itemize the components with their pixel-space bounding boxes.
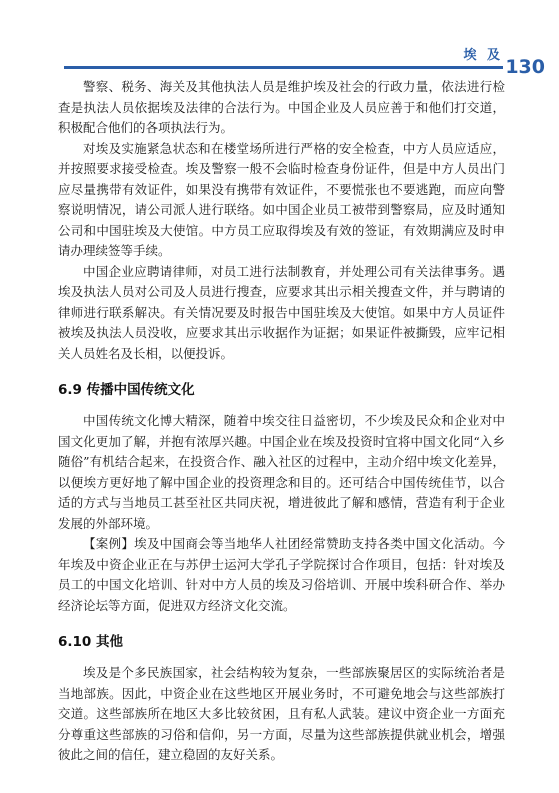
- paragraph: 中国企业应聘请律师，对员工进行法制教育，并处理公司有关法律事务。遇埃及执法人员对公司及人员进行搜查，应要求其出示相关搜查文件，并与聘请的律师进行联系解决。有关情况要及时报告中国驻埃及大使馆。如果中方人员证件被埃及执法人员没收，应要求其出示收据作为证据；如果证件被撕毁，应牢记相关人员姓名及长相，以便投诉。: [58, 263, 505, 361]
- header-rule: [64, 66, 504, 69]
- section-heading-6-10: 6.10 其他: [58, 634, 124, 650]
- paragraph: 警察、税务、海关及其他执法人员是维护埃及社会的行政力量，依法进行检查是执法人员依据埃及法律的合法行为。中国企业及人员应善于和他们打交道，积极配合他们的各项执法行为。: [58, 79, 505, 135]
- section-heading-6-9: 6.9 传播中国传统文化: [58, 382, 195, 398]
- paragraph: 中国传统文化博大精深，随着中埃交往日益密切，不少埃及民众和企业对中国文化更加了解，并抱有浓厚兴趣。中国企业在埃及投资时宜将中国文化同“入乡随俗”有机结合起来，在投资合作、融入社区的过程中，主动介绍中埃文化差异，以便埃方更好地了解中国企业的投资理念和目的。还可结合中国传统佳节，以合适的方式与当地员工甚至社区共同庆祝，增进彼此了解和感情，营造有利于企业发展的外部环境。: [58, 413, 505, 531]
- page-number: 130: [505, 56, 545, 78]
- case-paragraph: 【案例】埃及中国商会等当地华人社团经常赞助支持各类中国文化活动。今年埃及中资企业正在与苏伊士运河大学孔子学院探讨合作项目，包括：针对埃及员工的中国文化培训、针对中方人员的埃及习俗培训、开展中埃科研合作、举办经济论坛等方面，促进双方经济文化交流。: [58, 536, 505, 613]
- page-header: [0, 0, 559, 76]
- paragraph: 对埃及实施紧急状态和在楼堂场所进行严格的安全检查，中方人员应适应，并按照要求接受检查。埃及警察一般不会临时检查身份证件，但是中方人员出门应尽量携带有效证件，如果没有携带有效证件，不要慌张也不要逃跑，而应向警察说明情况，请公司派人进行联络。如中国企业员工被带到警察局，应及时通知公司和中国驻埃及大使馆。中方员工应取得埃及有效的签证，有效期满应及时申请办理续签等手续。: [58, 140, 505, 258]
- page-body: [58, 77, 505, 766]
- running-header-country: 埃 及: [463, 48, 503, 63]
- paragraph: 埃及是个多民族国家，社会结构较为复杂，一些部族聚居区的实际统治者是当地部族。因此，中资企业在这些地区开展业务时，不可避免地会与这些部族打交道。这些部族所在地区大多比较贫困，且有私人武装。建议中资企业一方面充分尊重这些部族的习俗和信仰，另一方面，尽量为这些部族提供就业机会，增强彼此之间的信任，建立稳固的友好关系。: [58, 665, 505, 762]
